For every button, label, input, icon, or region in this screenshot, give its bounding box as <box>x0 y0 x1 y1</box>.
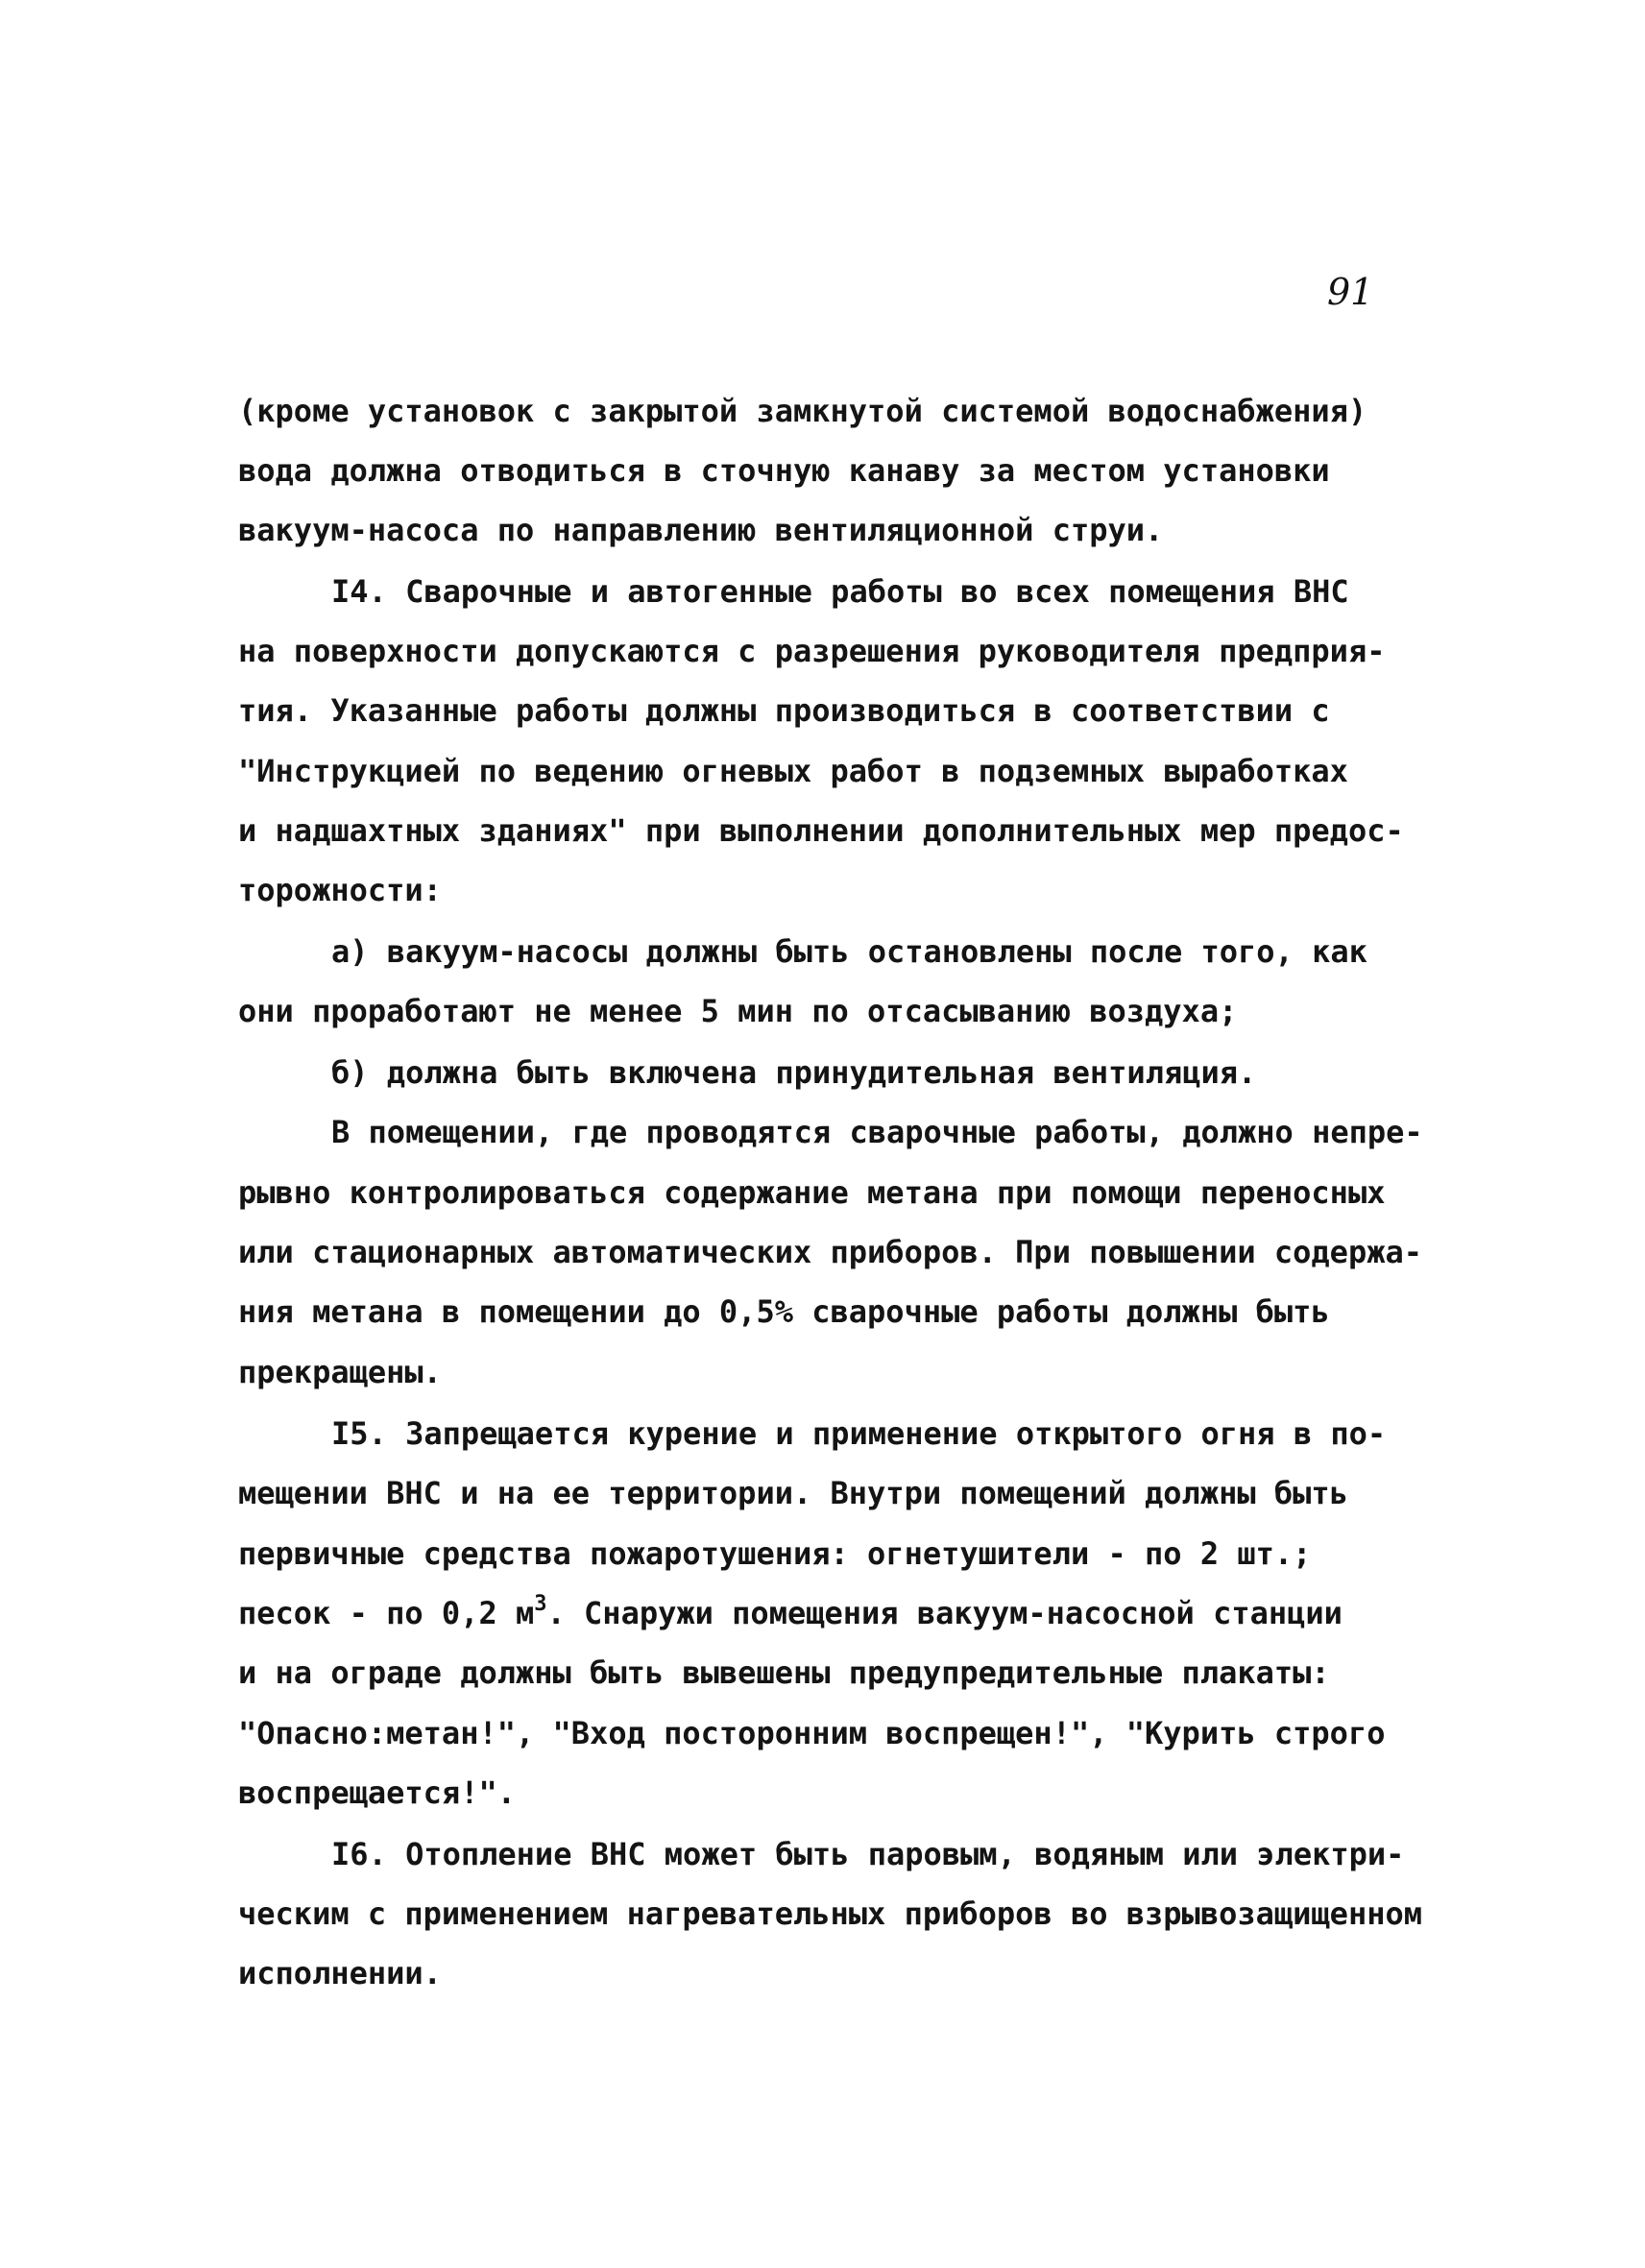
text-line: I4. Сварочные и автогенные работы во всех помещения ВНС <box>331 573 1349 610</box>
text-line: ния метана в помещении до 0,5% сварочные работы должны быть <box>238 1293 1330 1330</box>
text-line: или стационарных автоматических приборов. При повышении содержа- <box>238 1234 1422 1270</box>
text-line: рывно контролироваться содержание метана при помощи переносных <box>238 1174 1386 1211</box>
text-line: "Инструкцией по ведению огневых работ в подземных выработках <box>238 753 1348 789</box>
text-line: I6. Отопление ВНС может быть паровым, водяным или электри- <box>331 1836 1405 1872</box>
text-line: они проработают не менее 5 мин по отсасыванию воздуха; <box>238 993 1238 1029</box>
text-line: вакуум-насоса по направлению вентиляционной струи. <box>238 512 1164 548</box>
text-line: торожности: <box>238 872 442 908</box>
text-line: на поверхности допускаются с разрешения руководителя предприя- <box>238 633 1386 669</box>
text-line: I5. Запрещается курение и применение открытого огня в по- <box>331 1415 1387 1452</box>
text-line: прекращены. <box>238 1354 442 1390</box>
text-line: исполнении. <box>238 1955 442 1991</box>
text-line: первичные средства пожаротушения: огнетушители - по 2 шт.; <box>238 1535 1312 1572</box>
text-line: мещении ВНС и на ее территории. Внутри помещений должны быть <box>238 1475 1348 1511</box>
text-line: "Опасно:метан!", "Вход посторонним воспрещен!", "Курить строго <box>238 1715 1386 1751</box>
text-line: воспрещается!". <box>238 1774 516 1811</box>
text-line: ческим с применением нагревательных приборов во взрывозащищенном <box>238 1895 1422 1932</box>
page-number: 91 <box>1327 271 1374 313</box>
text-line <box>238 1594 1343 1637</box>
text-line: В помещении, где проводятся сварочные работы, должно непре- <box>331 1114 1423 1150</box>
text-segment: песок - по 0,2 м <box>238 1595 535 1631</box>
text-line: (кроме установок с закрытой замкнутой системой водоснабжения) <box>238 393 1367 429</box>
superscript: 3 <box>534 1592 547 1616</box>
text-line: тия. Указанные работы должны производиться в соответствии с <box>238 692 1330 729</box>
text-line: вода должна отводиться в сточную канаву за местом установки <box>238 452 1330 489</box>
text-line: а) вакуум-насосы должны быть остановлены после того, как <box>331 933 1367 970</box>
text-segment: . Снаружи помещения вакуум-насосной станции <box>546 1595 1343 1631</box>
text-line: б) должна быть включена принудительная вентиляция. <box>331 1054 1257 1091</box>
text-line: и на ограде должны быть вывешены предупредительные плакаты: <box>238 1654 1330 1691</box>
text-line: и надшахтных зданиях" при выполнении дополнительных мер предос- <box>238 812 1404 849</box>
